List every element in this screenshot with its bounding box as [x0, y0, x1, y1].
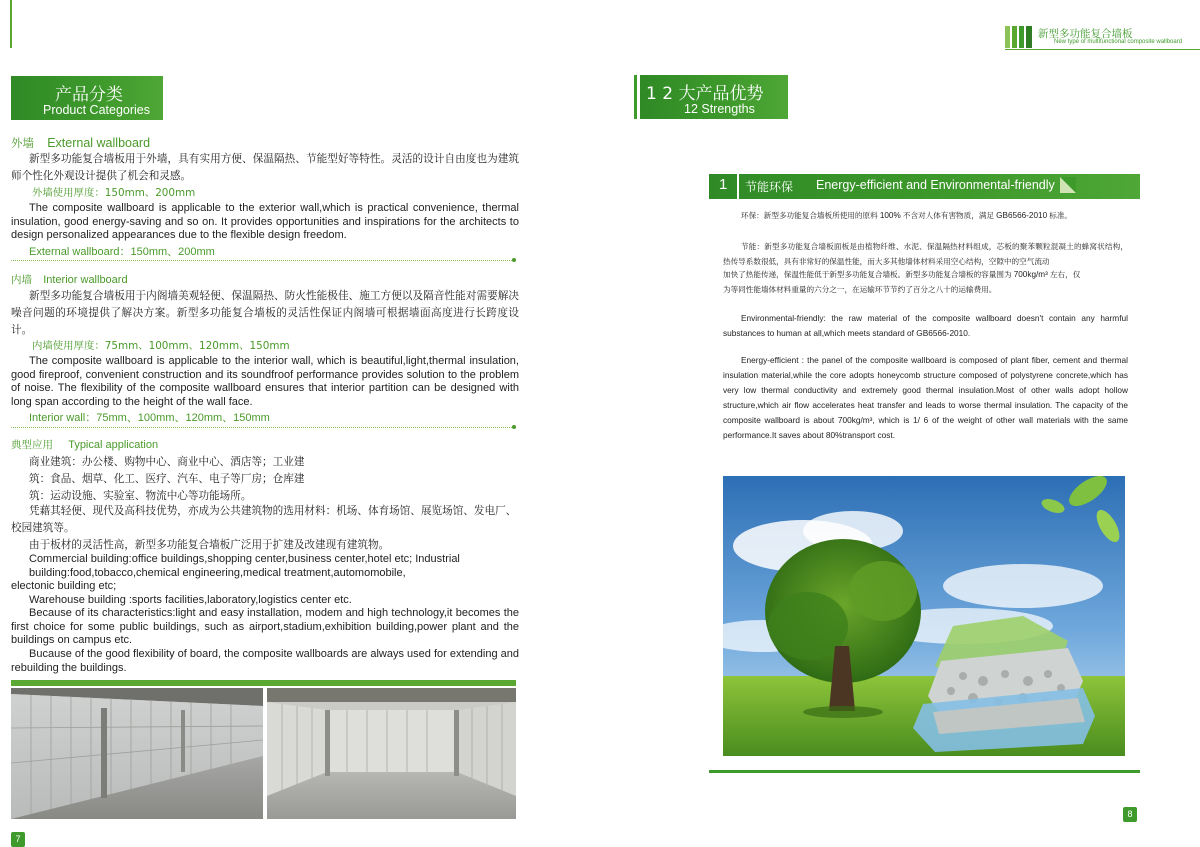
section-title-en-right: 12 Strengths — [684, 102, 755, 116]
section-marker-right — [634, 75, 637, 119]
typical-title-en: Typical application — [68, 439, 159, 451]
header-bar-2 — [1012, 26, 1017, 48]
header-title-en: New type of multifunctional composite wallboard — [1054, 39, 1183, 45]
section-title-en: Product Categories — [43, 103, 151, 117]
header-bar-4 — [1026, 26, 1032, 48]
strength-number-divider — [737, 174, 739, 199]
env-cn — [741, 210, 1072, 221]
energy-cn-3: 为等同性能墙体材料重量的六分之一，在运输环节节约了百分之八十的运输费用。 — [723, 285, 997, 294]
external-thickness-cn: 外墙使用厚度：150mm、200mm — [32, 187, 196, 199]
eco-tree-image — [723, 476, 1125, 756]
internal-thickness-cn: 内墙使用厚度：75mm、100mm、120mm、150mm — [32, 340, 290, 352]
photo-warehouse-left — [11, 688, 263, 819]
typical-en-4: Warehouse building :sports facilities,laboratory,logistics center etc. — [29, 594, 352, 606]
energy-cn-2a: 加快了热能传递，保温性能低于新型多功能复合墙板。新型多功能复合墙板的容量围为 — [723, 270, 1012, 279]
section-header-strengths — [640, 75, 788, 119]
energy-cn-2v: 700kg/m³ — [1013, 270, 1048, 279]
external-title-cn: 外墙 — [11, 136, 34, 150]
photo-strip-bar — [11, 680, 516, 686]
env-cn-a: 环保：新型多功能复合墙板所使用的原料 — [741, 211, 878, 220]
typical-cn-4: 凭藉其轻便、现代及高科技优势，亦成为公共建筑物的选用材料：机场、体育场馆、展览场馆、发电厂、校园建筑等。 — [11, 505, 517, 534]
typical-en-6: Bucause of the good flexibility of board, the composite wallboards are always used for extending and rebuilding the buildings. — [11, 648, 519, 674]
external-thickness-en: External wallboard：150mm、200mm — [29, 246, 215, 258]
page-number-left: 7 — [11, 832, 25, 847]
typical-en-2: building:food,tobacco,chemical engineering,medical treatment,automomobile, — [29, 567, 406, 579]
energy-en: Energy-efficient : the panel of the composite wallboard is composed of plant fiber, cement and thermal insulation material,while the core adopts honeycomb structure composed of polystyrene concrete,which has very low thermal conductivity and extremely good thermal insulation.Most of other walls adopt hollow structure,which air flow accelerates heat transfer and leads to worse thermal insulation. The capacity of the composite wallboard is about 700kg/m³, which is 1/ 6 of the weight of other wall materials with the same performance.It saves about 80%transport cost. — [723, 355, 1128, 440]
energy-cn-2b: 左右，仅 — [1049, 270, 1081, 279]
divider-external — [11, 260, 514, 261]
corner-mark-vertical — [10, 0, 12, 48]
external-body-en: The composite wallboard is applicable to the exterior wall,which is practical convenience, thermal insulation, good energy-saving and so on. It provides opportunities and inspirations for the architects to design personalized appearances due to the flexible design freedom. — [11, 202, 519, 241]
typical-title — [11, 437, 158, 452]
header-bar-1 — [1005, 26, 1010, 48]
header-bar-3 — [1019, 26, 1024, 48]
photo-warehouse-right — [267, 688, 516, 819]
external-body-cn: 新型多功能复合墙板用于外墙，具有实用方便、保温隔热、节能型好等特性。灵活的设计自由度也为建筑师个性化外观设计提供了机会和灵感。 — [11, 153, 519, 182]
divider-internal — [11, 427, 514, 428]
strength-number: 1 — [719, 176, 728, 193]
env-cn-std: GB6566-2010 — [996, 211, 1048, 220]
internal-body-cn: 新型多功能复合墙板用于内阁墙美观轻便、保温隔热、防火性能极佳、施工方便以及隔音性能对需要解决噪音问题的环境提供了解决方案。新型多功能复合墙板的灵活性保证内阁墙可根据墙面高度进行长跨度设计。 — [11, 290, 519, 336]
typical-cn-3: 筑：运动设施、实验室、物流中心等功能场所。 — [29, 490, 252, 502]
section-header-product-categories — [11, 76, 163, 120]
typical-cn-5: 由于板材的灵活性高，新型多功能复合墙板广泛用于扩建及改建现有建筑物。 — [29, 539, 390, 551]
internal-thickness-en: Interior wall：75mm、100mm、120mm、150mm — [29, 412, 270, 424]
env-cn-b: 不含对人体有害物质，满足 — [902, 211, 995, 220]
energy-cn-1: 节能：新型多功能复合墙板面板是由植物纤维、水泥、保温隔热材料组成，芯板的聚苯颗粒混凝土的蜂窝状结构，热传导系数很低，具有非常好的保温性能，而大多其他墙体材料采用空心结构，空隙中的空气流动 — [723, 242, 1128, 266]
typical-en-3: electonic building etc; — [11, 580, 117, 592]
env-cn-c: 标准。 — [1049, 211, 1073, 220]
section-title-cn: 产品分类 — [55, 85, 123, 105]
energy-cn-2 — [723, 269, 1080, 280]
running-header — [1005, 24, 1200, 50]
strength-item-bar — [709, 174, 1140, 199]
page-number-right: 8 — [1123, 807, 1137, 822]
env-cn-pct: 100% — [879, 211, 901, 220]
typical-cn-1: 商业建筑：办公楼、购物中心、商业中心、酒店等；工业建 — [29, 456, 305, 468]
internal-body-en: The composite wallboard is applicable to the interior wall, which is beautiful,light,thermal insulation, good fireproof, convenient construction and its soundfroof performance provides solution to the problem of noise. The flexibility of the composite wallboard ensures that interior partition can be designed with long span according to the height of the wall face. — [11, 355, 519, 408]
internal-title-cn: 内墙 — [11, 274, 32, 286]
strength-title-en: Energy-efficient and Environmental-friendly — [816, 178, 1055, 192]
internal-title — [11, 272, 128, 287]
strength-corner-notch — [1060, 177, 1076, 193]
typical-cn-2: 筑：食品、烟草、化工、医疗、汽车、电子等厂房；仓库建 — [29, 473, 305, 485]
strength-title-cn: 节能环保 — [745, 180, 794, 194]
typical-en-1: Commercial building:office buildings,shopping center,business center,hotel etc; Industrial — [29, 553, 460, 565]
external-title — [11, 135, 150, 151]
divider-internal-end — [512, 425, 516, 429]
typical-en-5: Because of its characteristics:light and easy installation, modem and high technology,it becomes the first choice for some public buildings, such as airport,stadium,exhibition building,power plant and the buildings on campus etc. — [11, 607, 519, 646]
bottom-rule-right — [709, 770, 1140, 773]
env-en: Environmental-friendly: the raw material of the composite wallboard doesn't contain any harmful substances to human at all,which meets standard of GB6566-2010. — [723, 313, 1128, 338]
internal-title-en: Interior wallboard — [43, 274, 128, 286]
header-title-cn: 新型多功能复合墙板 — [1038, 28, 1133, 40]
divider-external-end — [512, 258, 516, 262]
typical-title-cn: 典型应用 — [11, 439, 53, 451]
external-title-en: External wallboard — [47, 136, 151, 150]
header-underline — [1005, 49, 1200, 50]
section-title-cn-right: 1 2 大产品优势 — [646, 84, 764, 104]
